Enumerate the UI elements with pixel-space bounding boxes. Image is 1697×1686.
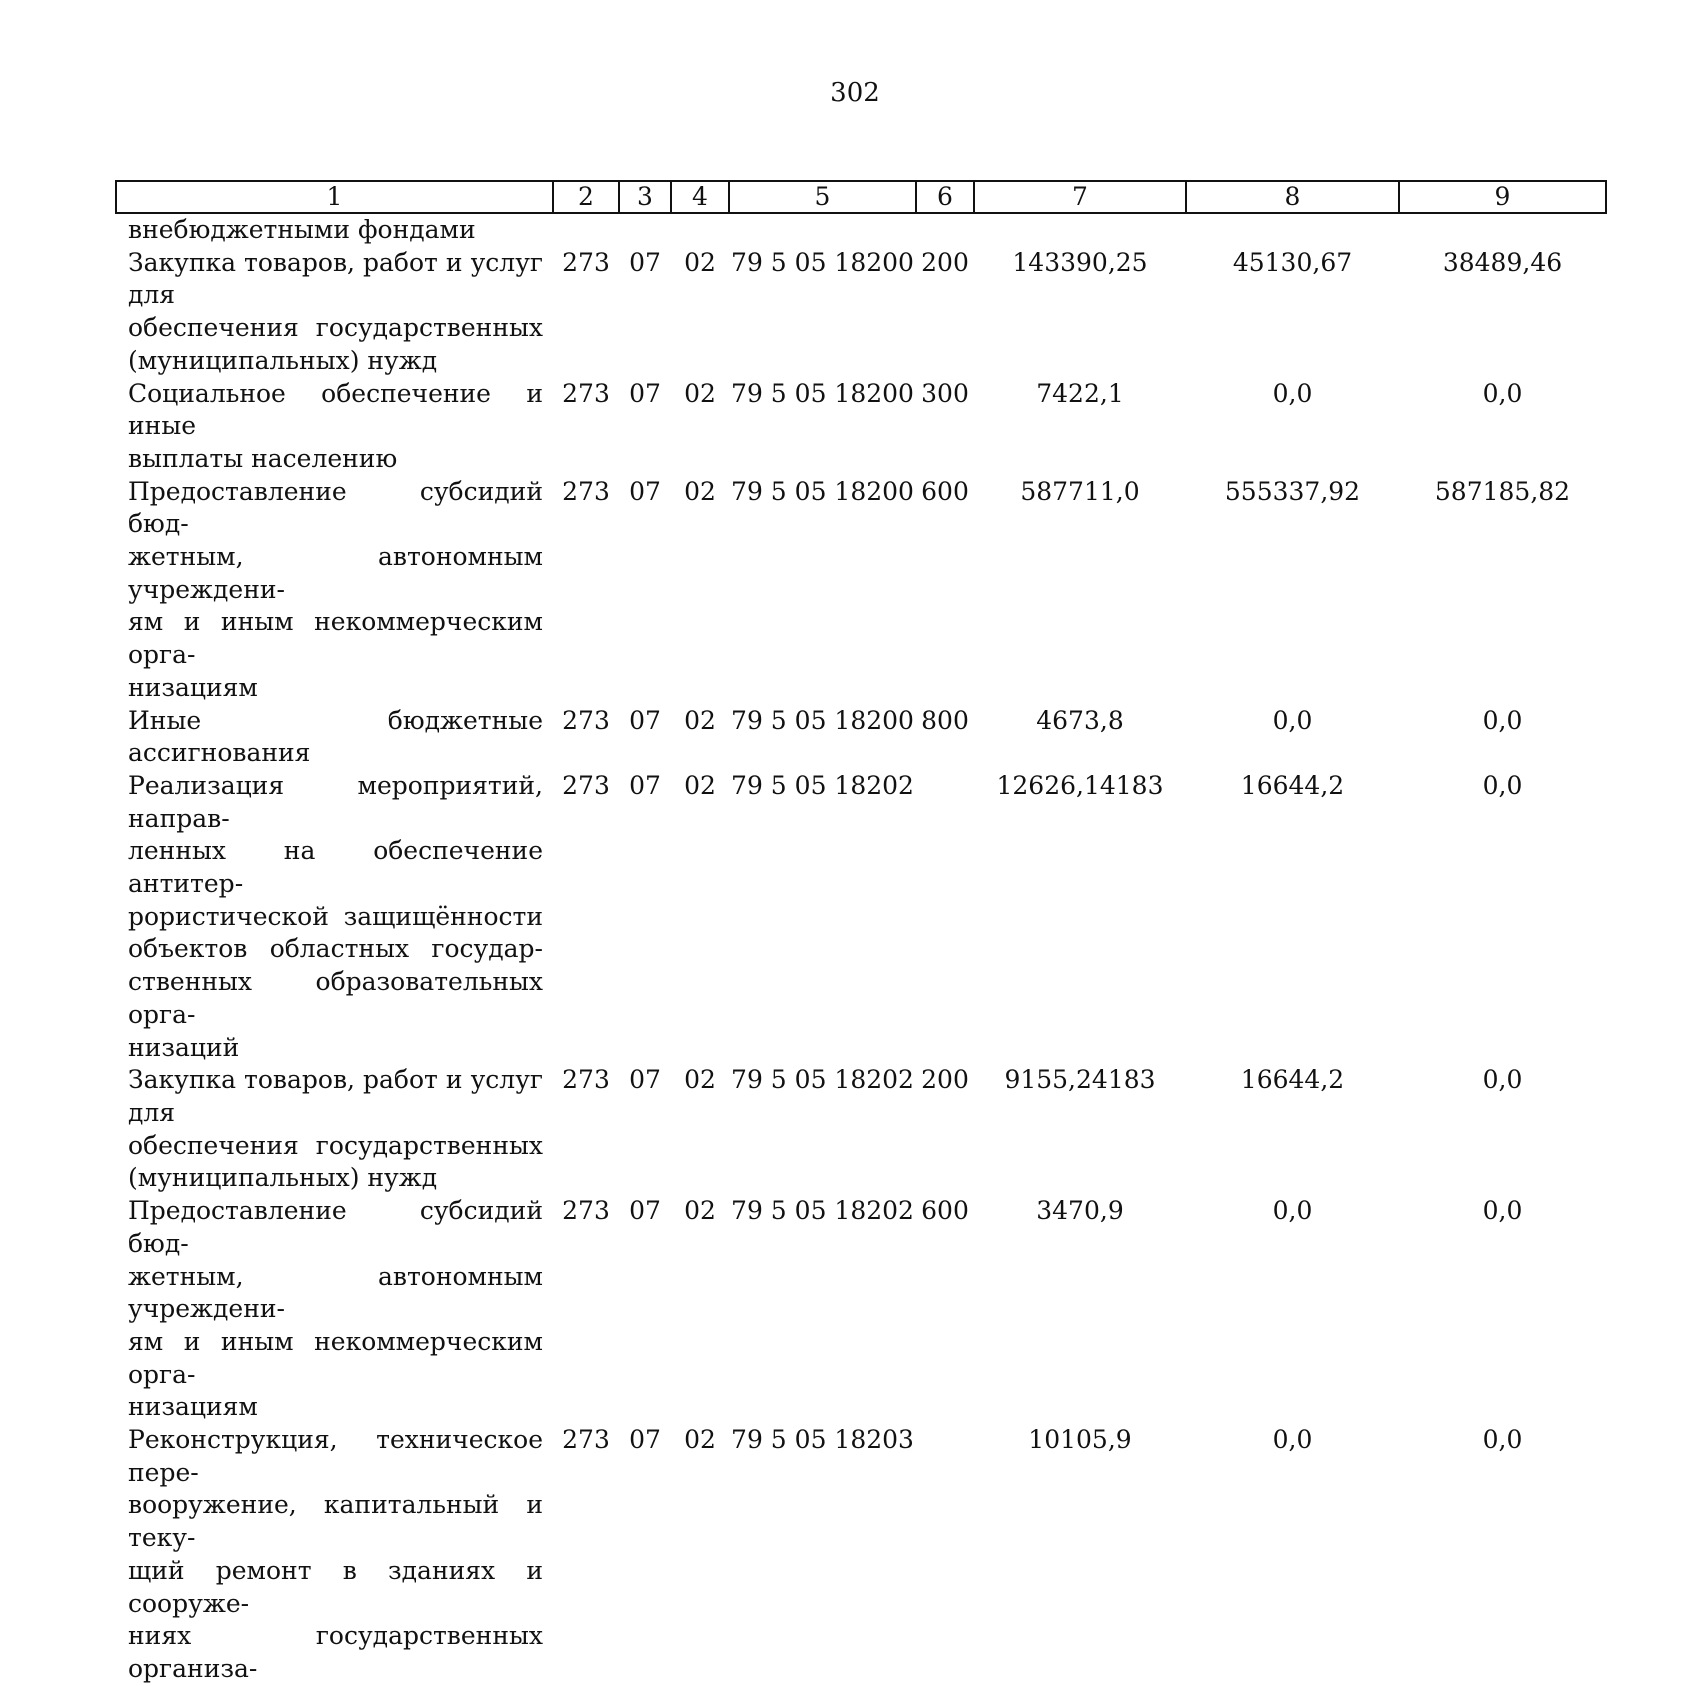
description-line: (муниципальных) нужд: [128, 1163, 438, 1193]
table-row: [116, 1195, 1606, 1424]
cell-col-4: 02: [684, 1196, 716, 1226]
cell-col-5: 79 5 05 18203: [731, 1425, 914, 1455]
table-row: [116, 705, 1606, 770]
cell-col-7: 12626,14183: [996, 770, 1164, 800]
cell-col-6: 200: [921, 1065, 969, 1095]
cell-col-5: 79 5 05 18202: [731, 1196, 914, 1226]
description-line: обеспечения государственных: [128, 1130, 543, 1160]
table-row: [116, 1064, 1606, 1195]
cell-col-8: 555337,92: [1224, 476, 1361, 506]
cell-col-8: 0,0: [1272, 1425, 1313, 1455]
description-line: рористической защищённости: [128, 901, 543, 931]
cell-col-5: 79 5 05 18200: [731, 378, 914, 408]
cell-col-3: 07: [629, 770, 661, 800]
cell-col-3: 07: [629, 378, 661, 408]
header-col-3: 3: [619, 181, 671, 213]
table-row: [116, 476, 1606, 705]
cell-col-4: 02: [684, 247, 716, 277]
table-row: [116, 770, 1606, 1064]
cell-col-9: 0,0: [1482, 1425, 1523, 1455]
cell-col-4: 02: [684, 476, 716, 506]
cell-col-4: 02: [684, 378, 716, 408]
row-description: [116, 705, 553, 770]
cell-col-8: 45130,67: [1232, 247, 1353, 277]
description-line: Иные бюджетные ассигнования: [128, 705, 543, 768]
cell-col-3: 07: [629, 1196, 661, 1226]
cell-col-2: 273: [562, 705, 610, 735]
table-body: [116, 213, 1606, 1686]
description-line: Предоставление субсидий бюд-: [128, 1196, 543, 1258]
row-description: [116, 476, 553, 705]
cell-col-2: 273: [562, 378, 610, 408]
description-line: жетным, автономным учреждени-: [128, 542, 543, 604]
row-description: [116, 1424, 553, 1686]
description-line: ленных на обеспечение антитер-: [128, 836, 543, 899]
cell-col-7: 587711,0: [1020, 476, 1140, 506]
description-line: (муниципальных) нужд: [128, 345, 438, 375]
cell-col-3: [619, 213, 671, 247]
table-header: [116, 181, 1606, 213]
header-col-7: 7: [974, 181, 1186, 213]
cell-col-5: 79 5 05 18200: [731, 476, 914, 506]
description-line: ниях государственных организа-: [128, 1621, 543, 1683]
cell-col-2: [553, 213, 619, 247]
header-col-6: 6: [916, 181, 974, 213]
row-description: [116, 247, 553, 378]
cell-col-4: [671, 213, 729, 247]
cell-col-8: [1186, 213, 1399, 247]
row-description: [116, 1195, 553, 1424]
budget-table: [115, 180, 1607, 1686]
cell-col-5: [729, 213, 916, 247]
description-line: щий ремонт в зданиях и сооруже-: [128, 1555, 543, 1618]
cell-col-9: 38489,46: [1442, 247, 1563, 277]
description-line: низациям: [128, 672, 258, 702]
cell-col-7: 9155,24183: [1004, 1065, 1156, 1095]
description-line: вооружение, капитальный и теку-: [128, 1490, 543, 1553]
header-col-4: 4: [671, 181, 729, 213]
cell-col-6: [916, 213, 974, 247]
description-line: Закупка товаров, работ и услуг для: [128, 1065, 543, 1127]
cell-col-4: 02: [684, 770, 716, 800]
cell-col-8: 16644,2: [1240, 770, 1345, 800]
cell-col-7: 7422,1: [1036, 378, 1124, 408]
table-row: [116, 1424, 1606, 1686]
description-line: внебюджетными фондами: [128, 215, 476, 244]
page-number: 302: [830, 78, 880, 108]
cell-col-9: 0,0: [1482, 705, 1523, 735]
header-col-5: 5: [729, 181, 916, 213]
description-line: объектов областных государ-: [128, 934, 543, 964]
cell-col-9: 0,0: [1482, 770, 1523, 800]
description-line: низациям: [128, 1392, 258, 1422]
cell-col-2: 273: [562, 1425, 610, 1455]
cell-col-6: 300: [921, 378, 969, 408]
cell-col-5: 79 5 05 18200: [731, 247, 914, 277]
cell-col-6: 200: [921, 247, 969, 277]
description-line: жетным, автономным учреждени-: [128, 1261, 543, 1324]
cell-col-3: 07: [629, 1065, 661, 1095]
cell-col-3: 07: [629, 705, 661, 735]
cell-col-8: 0,0: [1272, 378, 1313, 408]
header-col-9: 9: [1399, 181, 1606, 213]
cell-col-9: 0,0: [1482, 1065, 1523, 1095]
description-line: низаций: [128, 1032, 240, 1062]
cell-col-4: 02: [684, 1425, 716, 1455]
cell-col-6: 800: [921, 705, 969, 735]
header-row: [116, 181, 1606, 213]
cell-col-2: 273: [562, 1196, 610, 1226]
cell-col-9: [1399, 213, 1606, 247]
cell-col-2: 273: [562, 247, 610, 277]
row-description: [116, 1064, 553, 1195]
header-col-1: 1: [116, 181, 553, 213]
cell-col-9: 0,0: [1482, 1196, 1523, 1226]
cell-col-7: [974, 213, 1186, 247]
table-row: [116, 247, 1606, 378]
cell-col-9: 587185,82: [1434, 476, 1571, 506]
cell-col-2: 273: [562, 1065, 610, 1095]
description-line: ям и иным некоммерческим орга-: [128, 1326, 543, 1389]
cell-col-4: 02: [684, 1065, 716, 1095]
header-col-8: 8: [1186, 181, 1399, 213]
row-description: [116, 378, 553, 476]
cell-col-7: 4673,8: [1036, 705, 1124, 735]
header-col-2: 2: [553, 181, 619, 213]
cell-col-4: 02: [684, 705, 716, 735]
cell-col-8: 0,0: [1272, 1196, 1313, 1226]
cell-col-6: [916, 1424, 974, 1686]
cell-col-5: 79 5 05 18200: [731, 705, 914, 735]
row-description: [116, 770, 553, 1064]
description-line: Закупка товаров, работ и услуг для: [128, 247, 543, 310]
description-line: Социальное обеспечение и иные: [128, 378, 543, 441]
cell-col-5: 79 5 05 18202: [731, 1065, 914, 1095]
cell-col-7: 10105,9: [1028, 1425, 1132, 1455]
description-line: обеспечения государственных: [128, 313, 543, 343]
description-line: Реконструкция, техническое пере-: [128, 1425, 543, 1487]
description-line: Предоставление субсидий бюд-: [128, 476, 543, 539]
cell-col-3: 07: [629, 247, 661, 277]
description-line: Реализация мероприятий, направ-: [128, 770, 543, 833]
cell-col-6: 600: [921, 1196, 969, 1226]
cell-col-2: 273: [562, 476, 610, 506]
cell-col-2: 273: [562, 770, 610, 800]
cell-col-3: 07: [629, 476, 661, 506]
cell-col-6: [916, 770, 974, 1064]
cell-col-8: 16644,2: [1240, 1065, 1345, 1095]
description-line: ям и иным некоммерческим орга-: [128, 607, 543, 670]
cell-col-3: 07: [629, 1425, 661, 1455]
cell-col-7: 143390,25: [1012, 247, 1148, 277]
cell-col-7: 3470,9: [1036, 1196, 1124, 1226]
table-row: [116, 378, 1606, 476]
description-line: ственных образовательных орга-: [128, 967, 543, 1029]
table-row: [116, 213, 1606, 247]
cell-col-9: 0,0: [1482, 378, 1523, 408]
cell-col-6: 600: [921, 476, 969, 506]
row-description: [116, 213, 553, 247]
cell-col-8: 0,0: [1272, 705, 1313, 735]
cell-col-5: 79 5 05 18202: [731, 770, 914, 800]
description-line: выплаты населению: [128, 443, 398, 473]
